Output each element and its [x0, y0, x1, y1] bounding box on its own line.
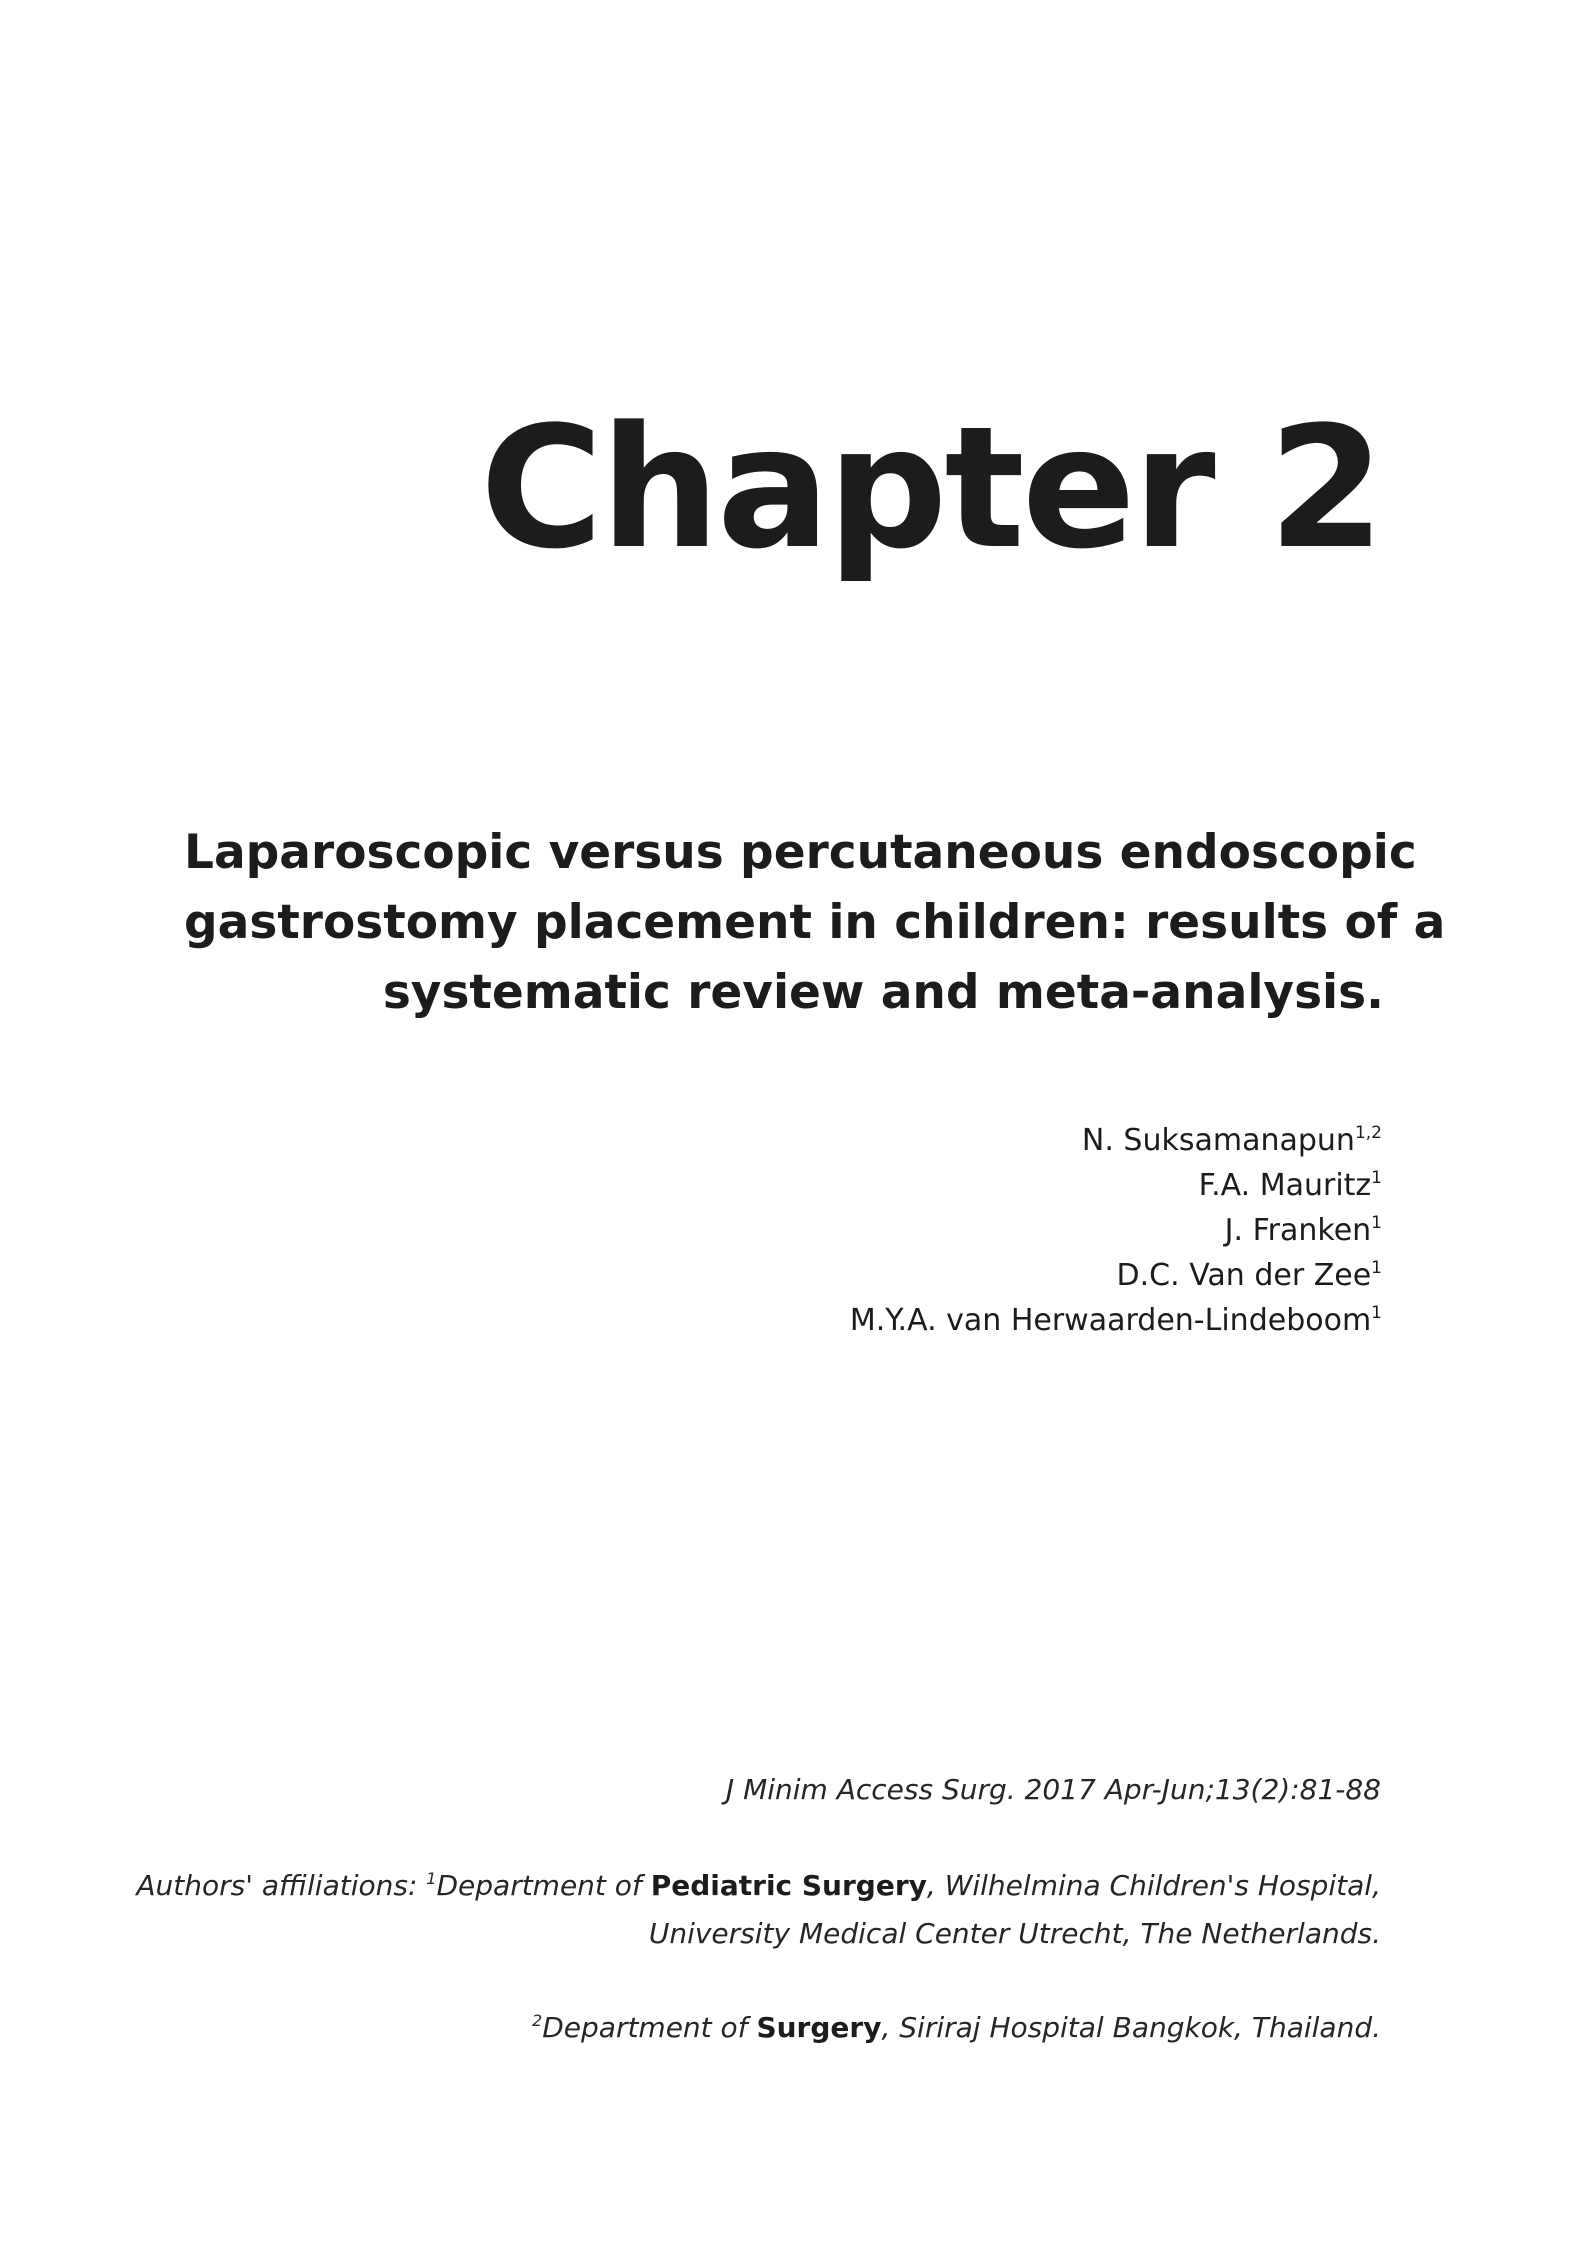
- affiliation-mark: 1: [426, 1869, 437, 1888]
- affiliation-1-line-2: University Medical Center Utrecht, The Netherlands.: [648, 1917, 1381, 1950]
- affiliation-1: [136, 1862, 1381, 1958]
- author: [850, 1163, 1382, 1208]
- affiliation-1-line-1: [136, 1862, 1381, 1910]
- article-title-line: gastrostomy placement in children: results of a: [184, 895, 1446, 950]
- author: [850, 1253, 1382, 1298]
- author-affiliation-mark: 1,2: [1354, 1123, 1382, 1143]
- author-affiliation-mark: 1: [1371, 1168, 1382, 1188]
- author-name: F.A. Mauritz: [1198, 1168, 1372, 1203]
- affiliation-dept-name: Surgery: [756, 2011, 882, 2044]
- affiliation-2: [532, 2004, 1381, 2052]
- affiliation-mark: 2: [532, 2011, 543, 2030]
- author-list: [850, 1118, 1382, 1343]
- author-affiliation-mark: 1: [1371, 1258, 1382, 1278]
- author-affiliation-mark: 1: [1371, 1213, 1382, 1233]
- affiliation-dept-name: Pediatric Surgery: [650, 1869, 927, 1902]
- author-name: M.Y.A. van Herwaarden-Lindeboom: [849, 1303, 1372, 1338]
- article-title-line: Laparoscopic versus percutaneous endoscopic: [184, 825, 1417, 880]
- author-name: D.C. Van der Zee: [1116, 1258, 1372, 1293]
- chapter-heading: Chapter 2: [479, 390, 1382, 586]
- author-name: J. Franken: [1224, 1213, 1372, 1248]
- affiliation-prefix: Authors' affiliations:: [136, 1869, 427, 1902]
- affiliation-institution: , Siriraj Hospital Bangkok, Thailand.: [881, 2011, 1381, 2044]
- affiliation-dept-prefix: Department of: [542, 2011, 757, 2044]
- affiliation-dept-prefix: Department of: [436, 1869, 651, 1902]
- article-title-line: systematic review and meta-analysis.: [382, 965, 1384, 1020]
- article-title: [184, 818, 1446, 1028]
- author: [850, 1208, 1382, 1253]
- author-affiliation-mark: 1: [1371, 1303, 1382, 1323]
- journal-citation: J Minim Access Surg. 2017 Apr-Jun;13(2):81-88: [725, 1773, 1381, 1806]
- author-name: N. Suksamanapun: [1081, 1123, 1355, 1158]
- author: [850, 1298, 1382, 1343]
- affiliation-institution: , Wilhelmina Children's Hospital,: [926, 1869, 1381, 1902]
- author: [850, 1118, 1382, 1163]
